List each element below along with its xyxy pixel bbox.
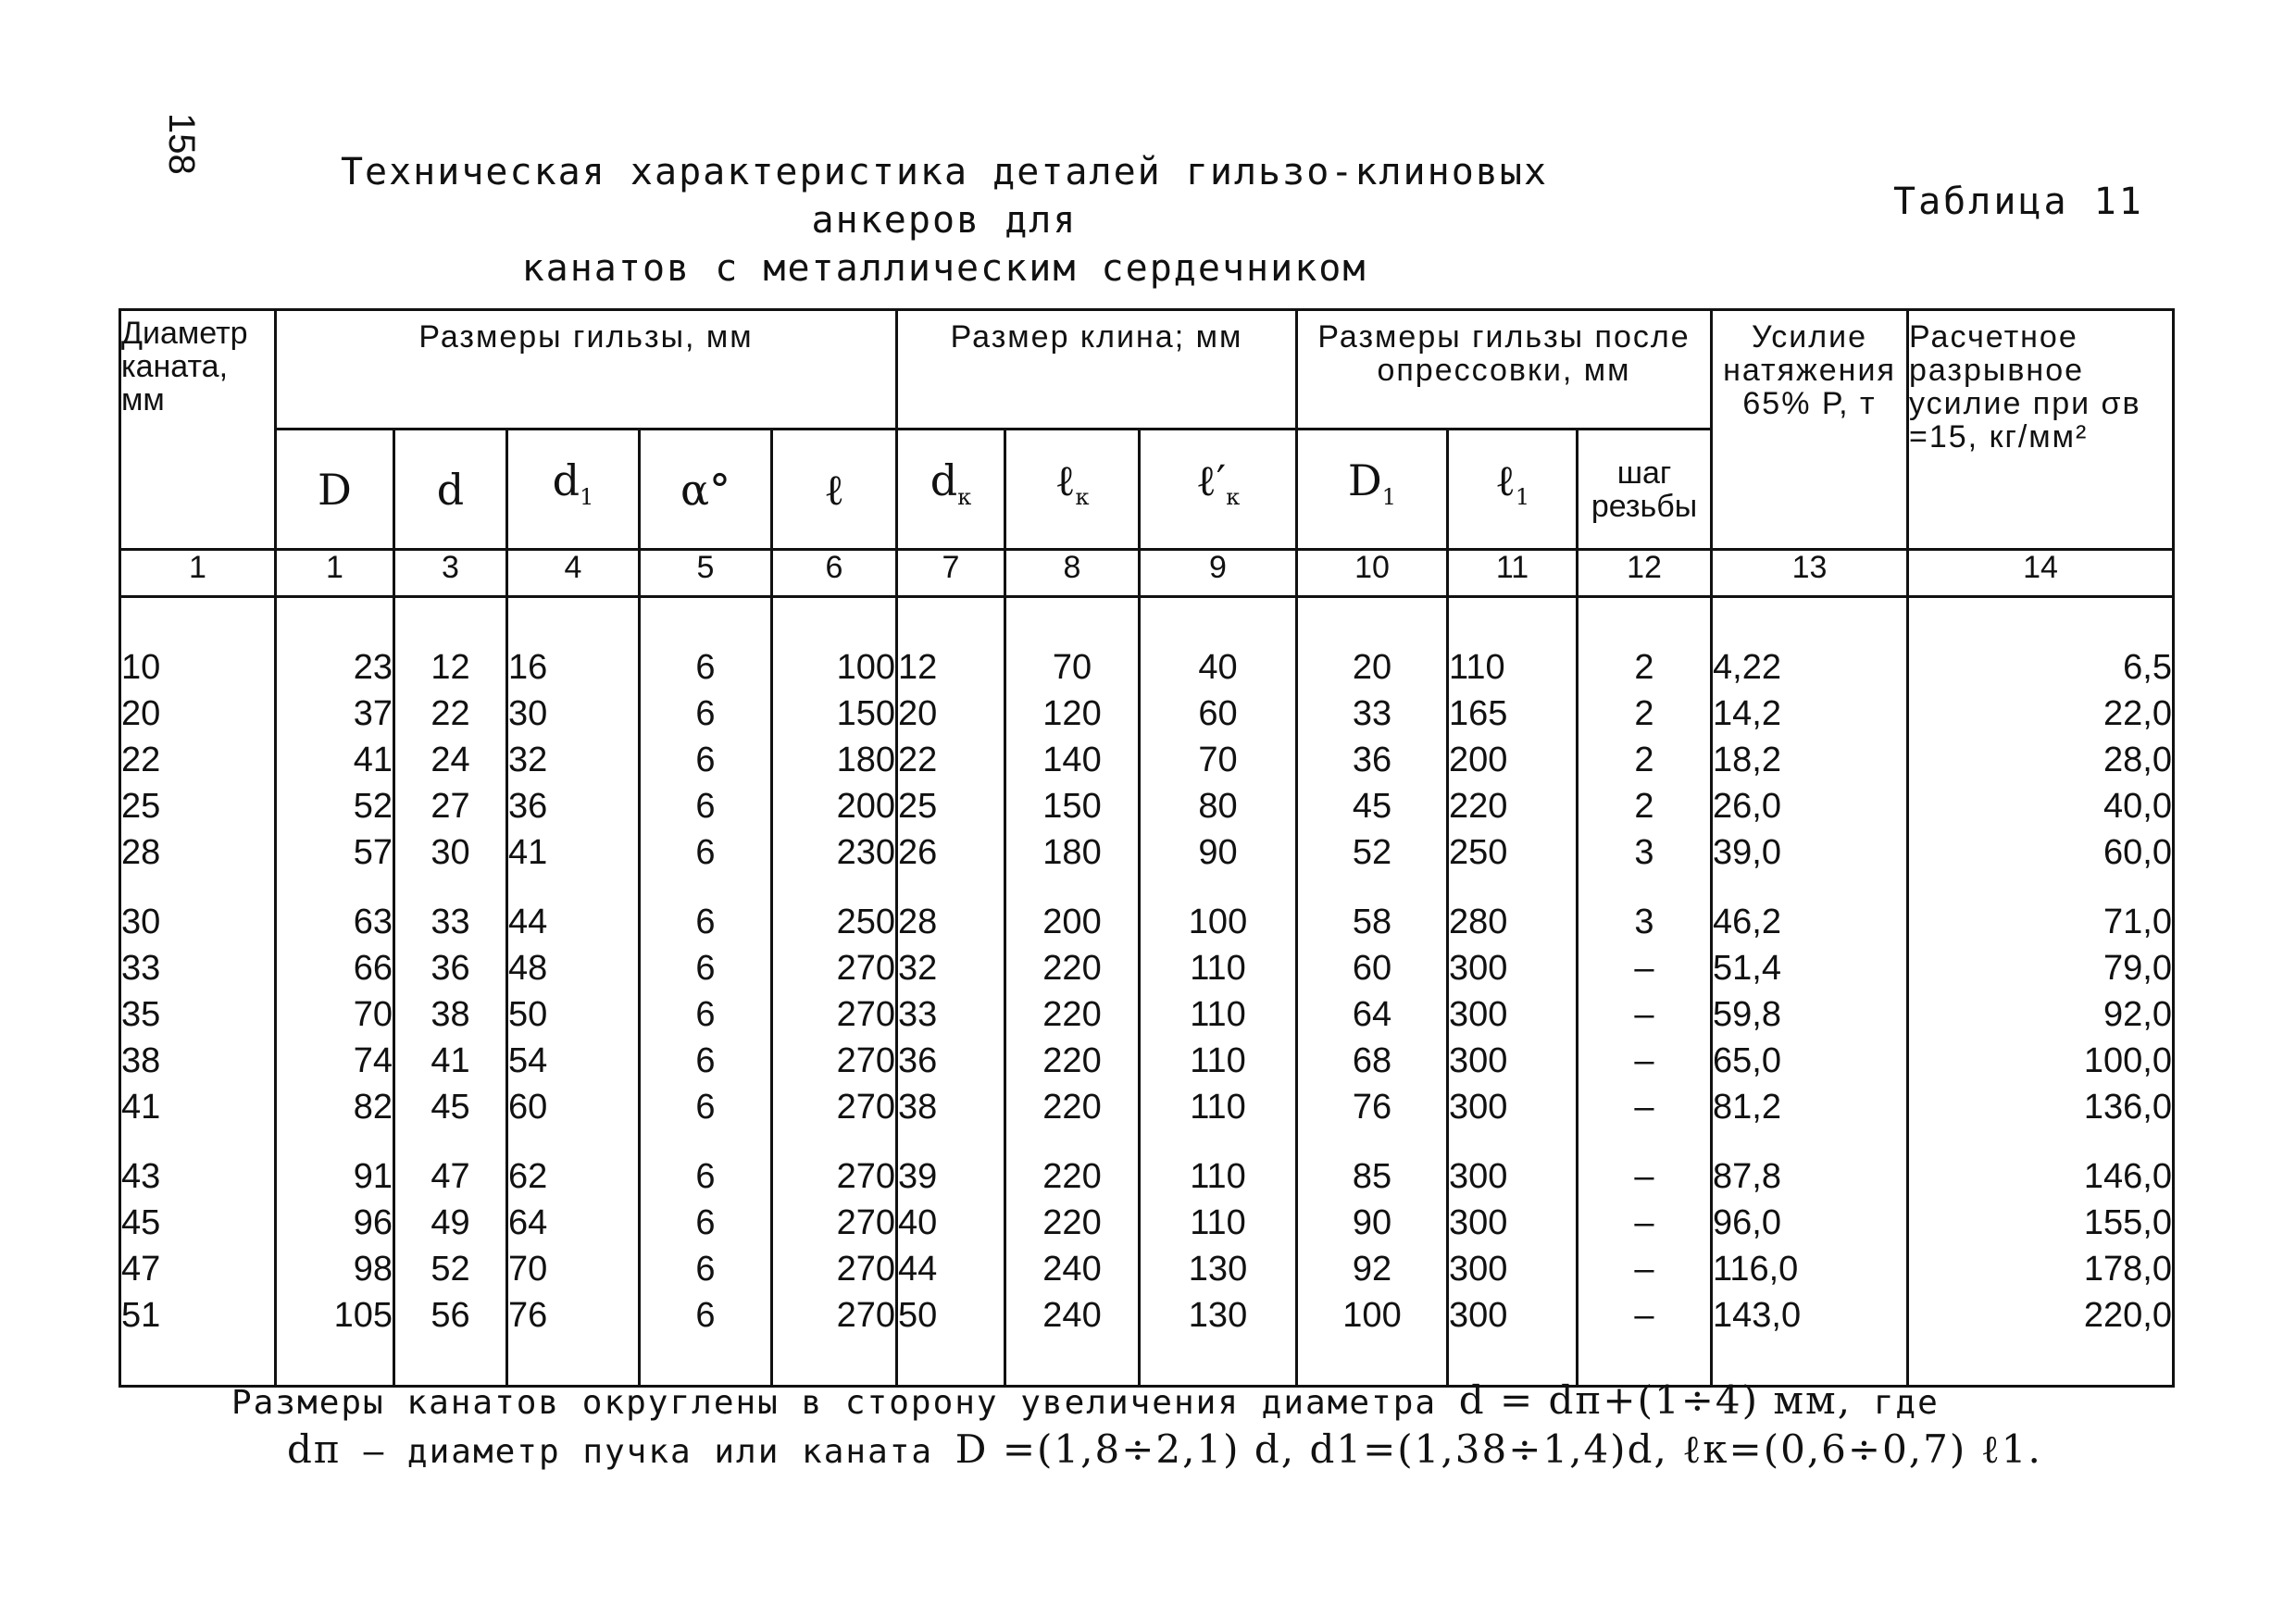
table-body [120, 597, 2174, 1387]
table-cell: 70 [276, 991, 394, 1038]
table-cell: 180 [1005, 829, 1140, 876]
table-cell: 178,0 [1908, 1246, 2174, 1292]
table-row [120, 991, 2174, 1038]
table-cell: 37 [276, 691, 394, 737]
table-cell: 47 [120, 1246, 276, 1292]
table-cell: 6 [640, 1038, 772, 1084]
table-cell: 98 [276, 1246, 394, 1292]
table-cell: 70 [507, 1246, 640, 1292]
table-cell: 130 [1140, 1292, 1297, 1339]
table-cell: 105 [276, 1292, 394, 1339]
table-cell: 82 [276, 1084, 394, 1130]
table-cell: 54 [507, 1038, 640, 1084]
tension-header: Усилие натяжения 65% Р, т [1712, 310, 1908, 550]
table-cell: 270 [772, 1153, 897, 1200]
table-cell: 220,0 [1908, 1292, 2174, 1339]
table-cell: 116,0 [1712, 1246, 1908, 1292]
table-cell: 270 [772, 1246, 897, 1292]
table-cell: 3 [1578, 829, 1712, 876]
table-cell: 22,0 [1908, 691, 2174, 737]
col-lk-prime-header: $\ell'_к$ [1140, 430, 1297, 550]
table-cell: 30 [120, 899, 276, 945]
table-cell: – [1578, 1084, 1712, 1130]
table-cell: 33 [394, 899, 507, 945]
table-cell: 47 [394, 1153, 507, 1200]
table-cell: 57 [276, 829, 394, 876]
table-cell: 25 [897, 783, 1005, 829]
table-cell: 140 [1005, 737, 1140, 783]
table-cell: 74 [276, 1038, 394, 1084]
table-cell: 300 [1448, 1084, 1578, 1130]
footnote-line-2: dп – диаметр пучка или каната D =(1,8÷2,1) d, d1=(1,38÷1,4)d, ℓк=(0,6÷0,7) ℓ1. [287, 1426, 2042, 1472]
table-cell: 300 [1448, 1292, 1578, 1339]
table-cell: 6 [640, 1084, 772, 1130]
formula-sizes: D =(1,8÷2,1) d, d1=(1,38÷1,4)d, ℓк=(0,6÷0,7) ℓ1. [955, 1426, 2042, 1472]
table-cell: 28 [897, 899, 1005, 945]
footnote [231, 1377, 2083, 1476]
table-cell: 43 [120, 1153, 276, 1200]
table-cell: 150 [1005, 783, 1140, 829]
table-row [120, 899, 2174, 945]
table-cell: 64 [507, 1200, 640, 1246]
table-cell: 38 [394, 991, 507, 1038]
column-number: 8 [1005, 550, 1140, 597]
spacer-row [120, 1130, 2174, 1153]
table-row [120, 737, 2174, 783]
column-number: 10 [1297, 550, 1448, 597]
table-cell: 6 [640, 737, 772, 783]
table-cell: 155,0 [1908, 1200, 2174, 1246]
table-cell: 52 [1297, 829, 1448, 876]
table-cell: 220 [1005, 945, 1140, 991]
table-cell: 230 [772, 829, 897, 876]
table-cell: 40,0 [1908, 783, 2174, 829]
table-cell: 143,0 [1712, 1292, 1908, 1339]
table-cell: 16 [507, 644, 640, 691]
table-cell: 62 [507, 1153, 640, 1200]
table-cell: – [1578, 945, 1712, 991]
table-cell: 33 [1297, 691, 1448, 737]
table-cell: 60 [507, 1084, 640, 1130]
col-lk-header: ℓ$_к$ [1005, 430, 1140, 550]
table-cell: 150 [772, 691, 897, 737]
column-number: 12 [1578, 550, 1712, 597]
table-cell: 56 [394, 1292, 507, 1339]
table-cell: – [1578, 1246, 1712, 1292]
table-row [120, 783, 2174, 829]
table-cell: 40 [1140, 644, 1297, 691]
table-cell: 44 [507, 899, 640, 945]
column-number: 6 [772, 550, 897, 597]
table-cell: – [1578, 1038, 1712, 1084]
table-cell: 22 [394, 691, 507, 737]
table-cell: 2 [1578, 783, 1712, 829]
table-cell: 52 [394, 1246, 507, 1292]
table-row [120, 1200, 2174, 1246]
table-cell: 300 [1448, 1246, 1578, 1292]
table-cell: 70 [1140, 737, 1297, 783]
column-number: 7 [897, 550, 1005, 597]
table-cell: 18,2 [1712, 737, 1908, 783]
table-cell: 110 [1140, 1200, 1297, 1246]
table-cell: 4,22 [1712, 644, 1908, 691]
table-cell: 35 [120, 991, 276, 1038]
table-cell: 220 [1005, 1200, 1140, 1246]
table-cell: 300 [1448, 945, 1578, 991]
table-cell: 90 [1297, 1200, 1448, 1246]
table-cell: – [1578, 1153, 1712, 1200]
table-cell: 240 [1005, 1292, 1140, 1339]
table-cell: 300 [1448, 991, 1578, 1038]
table-cell: 270 [772, 1200, 897, 1246]
title-line-2: канатов с металлическим сердечником [521, 247, 1367, 290]
wedge-size-header: Размер клина; мм [897, 310, 1297, 430]
table-cell: 25 [120, 783, 276, 829]
table-cell: 6 [640, 691, 772, 737]
spacer-row [120, 597, 2174, 645]
table-cell: 280 [1448, 899, 1578, 945]
table-cell: 50 [897, 1292, 1005, 1339]
col-D-header: D [276, 430, 394, 550]
table-cell: 39 [897, 1153, 1005, 1200]
table-cell: 6 [640, 644, 772, 691]
table-cell: 76 [507, 1292, 640, 1339]
formula-d: d = dп+(1÷4) мм, [1458, 1377, 1853, 1423]
table-cell: 39,0 [1712, 829, 1908, 876]
table-cell: 14,2 [1712, 691, 1908, 737]
table-cell: 91 [276, 1153, 394, 1200]
table-cell: 40 [897, 1200, 1005, 1246]
table-cell: 41 [276, 737, 394, 783]
table-cell: 10 [120, 644, 276, 691]
footnote-line-1: Размеры канатов округлены в сторону увеличения диаметра d = dп+(1÷4) мм, где [231, 1377, 1940, 1423]
table-cell: 90 [1140, 829, 1297, 876]
table-cell: 200 [1005, 899, 1140, 945]
table-cell: 2 [1578, 737, 1712, 783]
table-cell: 136,0 [1908, 1084, 2174, 1130]
sleeve-sizes-header: Размеры гильзы, мм [276, 310, 897, 430]
table-cell: 300 [1448, 1200, 1578, 1246]
table-cell: 36 [507, 783, 640, 829]
column-number: 13 [1712, 550, 1908, 597]
table-cell: 250 [772, 899, 897, 945]
table-row [120, 1153, 2174, 1200]
table-cell: 110 [1140, 1084, 1297, 1130]
table-cell: 60 [1297, 945, 1448, 991]
table-cell: 85 [1297, 1153, 1448, 1200]
table-cell: 22 [120, 737, 276, 783]
table-cell: 71,0 [1908, 899, 2174, 945]
column-number: 14 [1908, 550, 2174, 597]
table-cell: 100,0 [1908, 1038, 2174, 1084]
table-cell: 2 [1578, 644, 1712, 691]
table-cell: 96,0 [1712, 1200, 1908, 1246]
table-cell: – [1578, 1292, 1712, 1339]
table-cell: 270 [772, 945, 897, 991]
table-cell: 100 [1297, 1292, 1448, 1339]
column-number: 4 [507, 550, 640, 597]
col-d-header: d [394, 430, 507, 550]
col-D1-header: $D_1$ [1297, 430, 1448, 550]
table-cell: 110 [1140, 1153, 1297, 1200]
table-cell: 120 [1005, 691, 1140, 737]
table-cell: 48 [507, 945, 640, 991]
table-cell: 45 [1297, 783, 1448, 829]
table-cell: 12 [394, 644, 507, 691]
column-numbers-row [120, 550, 2174, 597]
table-cell: 33 [120, 945, 276, 991]
table-cell: 6 [640, 1200, 772, 1246]
table-cell: 180 [772, 737, 897, 783]
table-cell: 65,0 [1712, 1038, 1908, 1084]
table-cell: 110 [1140, 991, 1297, 1038]
table-cell: 45 [120, 1200, 276, 1246]
table-cell: 76 [1297, 1084, 1448, 1130]
col-d1-header: $d_1$ [507, 430, 640, 550]
table-cell: 52 [276, 783, 394, 829]
table-cell: 220 [1005, 1084, 1140, 1130]
table-cell: 32 [507, 737, 640, 783]
table-row [120, 829, 2174, 876]
table-cell: 20 [897, 691, 1005, 737]
title-line-1: Техническая характеристика деталей гильзо-клиновых анкеров для [340, 151, 1549, 242]
table-cell: 92 [1297, 1246, 1448, 1292]
table-cell: 6 [640, 829, 772, 876]
table-cell: 300 [1448, 1038, 1578, 1084]
table-cell: 240 [1005, 1246, 1140, 1292]
table-cell: 32 [897, 945, 1005, 991]
table-cell: 92,0 [1908, 991, 2174, 1038]
table-cell: 6 [640, 945, 772, 991]
table-cell: 28,0 [1908, 737, 2174, 783]
table-cell: 26,0 [1712, 783, 1908, 829]
table-cell: 70 [1005, 644, 1140, 691]
table-cell: 200 [1448, 737, 1578, 783]
table-row [120, 644, 2174, 691]
table-cell: 20 [1297, 644, 1448, 691]
table-cell: 6 [640, 991, 772, 1038]
table-cell: 270 [772, 991, 897, 1038]
table-cell: 63 [276, 899, 394, 945]
col-diameter-header: Диаметр каната, мм [120, 310, 276, 550]
table-cell: 96 [276, 1200, 394, 1246]
table-cell: 38 [897, 1084, 1005, 1130]
table-cell: 51 [120, 1292, 276, 1339]
table-label: Таблица 11 [1893, 181, 2144, 223]
table-cell: 220 [1005, 1153, 1140, 1200]
page-title [306, 148, 1583, 293]
table-cell: 2 [1578, 691, 1712, 737]
table-cell: 20 [120, 691, 276, 737]
table-cell: 64 [1297, 991, 1448, 1038]
table-cell: 6 [640, 1246, 772, 1292]
table-cell: 60 [1140, 691, 1297, 737]
table-cell: 51,4 [1712, 945, 1908, 991]
table-cell: 6 [640, 783, 772, 829]
table-cell: 12 [897, 644, 1005, 691]
table-cell: 49 [394, 1200, 507, 1246]
table-cell: 130 [1140, 1246, 1297, 1292]
table-cell: 50 [507, 991, 640, 1038]
page-number: 158 [161, 113, 202, 175]
table-cell: 6,5 [1908, 644, 2174, 691]
table-cell: 28 [120, 829, 276, 876]
table-cell: 6 [640, 1153, 772, 1200]
table-cell: – [1578, 1200, 1712, 1246]
table-cell: – [1578, 991, 1712, 1038]
table-cell: 81,2 [1712, 1084, 1908, 1130]
table-cell: 3 [1578, 899, 1712, 945]
table-cell: 270 [772, 1038, 897, 1084]
table-cell: 59,8 [1712, 991, 1908, 1038]
column-number: 1 [276, 550, 394, 597]
table-cell: 220 [1005, 991, 1140, 1038]
table-cell: 110 [1140, 945, 1297, 991]
table-cell: 6 [640, 1292, 772, 1339]
table-cell: 58 [1297, 899, 1448, 945]
col-thread-pitch-header: шаг резьбы [1578, 430, 1712, 550]
table-cell: 24 [394, 737, 507, 783]
table-cell: 6 [640, 899, 772, 945]
table-cell: 220 [1448, 783, 1578, 829]
column-number: 5 [640, 550, 772, 597]
table-cell: 26 [897, 829, 1005, 876]
table-cell: 250 [1448, 829, 1578, 876]
table-cell: 46,2 [1712, 899, 1908, 945]
table-cell: 41 [120, 1084, 276, 1130]
table-cell: 146,0 [1908, 1153, 2174, 1200]
specs-table [119, 308, 2175, 1388]
table-cell: 100 [772, 644, 897, 691]
table-cell: 36 [897, 1038, 1005, 1084]
table-row [120, 945, 2174, 991]
table-cell: 200 [772, 783, 897, 829]
table-cell: 33 [897, 991, 1005, 1038]
table-cell: 60,0 [1908, 829, 2174, 876]
table-cell: 300 [1448, 1153, 1578, 1200]
table-cell: 220 [1005, 1038, 1140, 1084]
table-cell: 80 [1140, 783, 1297, 829]
table-row [120, 691, 2174, 737]
table-cell: 66 [276, 945, 394, 991]
table-cell: 22 [897, 737, 1005, 783]
table-row [120, 1038, 2174, 1084]
table-cell: 41 [507, 829, 640, 876]
column-number: 9 [1140, 550, 1297, 597]
table-cell: 165 [1448, 691, 1578, 737]
table-cell: 44 [897, 1246, 1005, 1292]
table-cell: 30 [394, 829, 507, 876]
table-cell: 36 [394, 945, 507, 991]
table-cell: 110 [1140, 1038, 1297, 1084]
table-cell: 68 [1297, 1038, 1448, 1084]
table-cell: 270 [772, 1084, 897, 1130]
table-cell: 87,8 [1712, 1153, 1908, 1200]
column-number: 1 [120, 550, 276, 597]
table-cell: 270 [772, 1292, 897, 1339]
table-cell: 41 [394, 1038, 507, 1084]
breaking-force-header: Расчетное разрывное усилие при σв =15, кг/мм² [1908, 310, 2174, 550]
table-row [120, 1084, 2174, 1130]
sleeve-after-header: Размеры гильзы после опрессовки, мм [1297, 310, 1712, 430]
table-cell: 30 [507, 691, 640, 737]
spacer-row [120, 876, 2174, 899]
table-cell: 79,0 [1908, 945, 2174, 991]
table-cell: 110 [1448, 644, 1578, 691]
table-cell: 36 [1297, 737, 1448, 783]
table-cell: 45 [394, 1084, 507, 1130]
col-dk-header: $d_к$ [897, 430, 1005, 550]
column-number: 11 [1448, 550, 1578, 597]
column-number: 3 [394, 550, 507, 597]
table-cell: 27 [394, 783, 507, 829]
col-l1-header: ℓ$_1$ [1448, 430, 1578, 550]
table-cell: 100 [1140, 899, 1297, 945]
table-cell: 23 [276, 644, 394, 691]
col-l-header: ℓ [772, 430, 897, 550]
table-row [120, 1292, 2174, 1339]
table-row [120, 1246, 2174, 1292]
col-alpha-header: α° [640, 430, 772, 550]
table-cell: 38 [120, 1038, 276, 1084]
